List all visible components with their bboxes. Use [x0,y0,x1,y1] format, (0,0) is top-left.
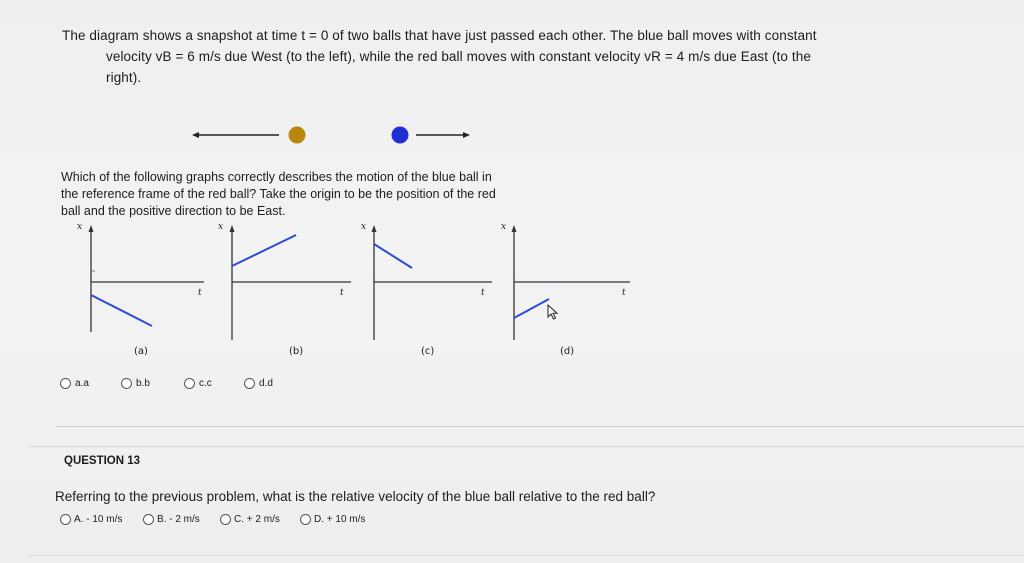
q13-option-a-label: A. - 10 m/s [74,514,123,525]
graph-a-line [91,295,152,326]
graph-d-caption: (d) [560,346,575,357]
graph-c [358,222,498,342]
divider-3 [28,555,1024,556]
graph-b-t-label: t [340,288,344,298]
graph-c-t-label: t [481,288,485,298]
option-c[interactable] [184,378,212,389]
option-b-radio[interactable] [121,378,132,389]
q13-option-a-radio[interactable] [60,514,71,525]
graph-b-line [232,235,296,266]
question-13-text: Referring to the previous problem, what is the relative velocity of the blue ball relative to the red ball? [55,489,656,504]
q13-option-a[interactable] [60,514,122,525]
graph-a [74,222,202,342]
graph-d-x-label: x [501,222,507,232]
option-d-label: d.d [259,378,273,389]
q13-option-d-radio[interactable] [300,514,311,525]
option-d[interactable] [244,378,273,389]
divider-1 [56,426,1024,427]
option-b[interactable] [121,378,150,389]
graph-a-t-label: t [198,288,202,298]
q13-option-d-label: D. + 10 m/s [314,514,366,525]
q13-option-c-label: C. + 2 m/s [234,514,280,525]
q13-option-c[interactable] [220,514,280,525]
question-text-line-1: The diagram shows a snapshot at time t = 0 of two balls that have just passed each other. The blue ball moves with constant [62,28,817,43]
graph-b [215,222,355,342]
question-13-heading: QUESTION 13 [64,455,141,467]
graph-a-caption: (a) [134,346,148,357]
q13-option-c-radio[interactable] [220,514,231,525]
graph-d-line [514,299,549,318]
mouse-cursor-icon [546,304,560,322]
q13-option-b-radio[interactable] [143,514,154,525]
blue-ball [392,127,409,144]
option-a[interactable] [60,378,89,389]
option-a-label: a.a [75,378,89,389]
prompt-line-3: ball and the positive direction to be East. [61,204,286,218]
graph-d-t-label: t [622,288,626,298]
graph-a-x-label: x [77,222,83,232]
option-c-label: c.c [199,378,212,389]
graph-d [498,222,638,342]
gold-ball [289,127,306,144]
graph-c-x-label: x [361,222,367,232]
prompt-line-2: the reference frame of the red ball? Take the origin to be the position of the red [61,187,496,201]
q13-option-b[interactable] [143,514,200,525]
option-d-radio[interactable] [244,378,255,389]
divider-2 [28,446,1024,447]
graph-b-x-label: x [218,222,224,232]
option-a-radio[interactable] [60,378,71,389]
graph-c-caption: (c) [421,346,435,357]
question-text-line-3: right). [106,70,142,85]
q13-option-d[interactable] [300,514,365,525]
balls-diagram [190,120,480,152]
graph-b-caption: (b) [289,346,304,357]
prompt-line-1: Which of the following graphs correctly describes the motion of the blue ball in [61,170,492,184]
option-b-label: b.b [136,378,150,389]
graph-c-line [374,244,412,268]
q13-option-b-label: B. - 2 m/s [157,514,200,525]
left-arrowhead [192,132,199,138]
right-arrowhead [463,132,470,138]
option-c-radio[interactable] [184,378,195,389]
question-text-line-2: velocity vB = 6 m/s due West (to the left), while the red ball moves with constant velocity vR = 4 m/s due East (to the [106,49,811,64]
